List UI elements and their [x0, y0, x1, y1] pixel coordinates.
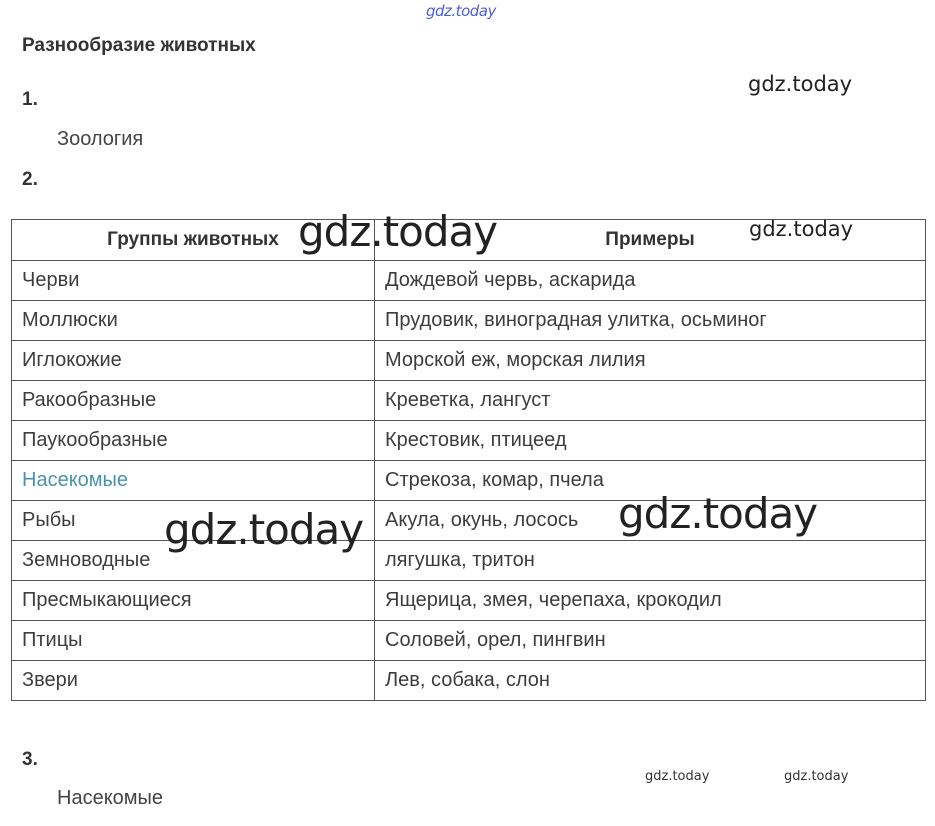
- question-2-number: 2.: [22, 169, 38, 190]
- examples-cell: Ящерица, змея, черепаха, крокодил: [375, 581, 926, 621]
- header-groups: Группы животных: [12, 220, 375, 261]
- header-examples: Примеры: [375, 220, 926, 261]
- animal-group-cell: Птицы: [12, 621, 375, 661]
- examples-cell: Стрекоза, комар, пчела: [375, 461, 926, 501]
- animal-group-cell: Моллюски: [12, 301, 375, 341]
- examples-cell: Креветка, лангуст: [375, 381, 926, 421]
- animal-groups-table: [11, 219, 926, 701]
- table-row: [12, 661, 926, 701]
- question-1-answer: Зоология: [57, 128, 144, 150]
- table-row: [12, 381, 926, 421]
- examples-cell: лягушка, тритон: [375, 541, 926, 581]
- examples-cell: Соловей, орел, пингвин: [375, 621, 926, 661]
- examples-cell: Дождевой червь, аскарида: [375, 261, 926, 301]
- animal-group-cell: Паукообразные: [12, 421, 375, 461]
- table-row: [12, 541, 926, 581]
- table-row: [12, 421, 926, 461]
- page-title: Разнообразие животных: [22, 35, 256, 56]
- question-3-number: 3.: [22, 749, 38, 770]
- watermark-bottom-1: gdz.today: [645, 769, 710, 784]
- question-3-answer: Насекомые: [57, 787, 164, 809]
- watermark-mid-right: gdz.today: [618, 489, 818, 538]
- table-row: [12, 261, 926, 301]
- animal-group-cell: Ракообразные: [12, 381, 375, 421]
- animal-group-cell: Пресмыкающиеся: [12, 581, 375, 621]
- animal-group-cell: Земноводные: [12, 541, 375, 581]
- table-row: [12, 301, 926, 341]
- table-row: [12, 341, 926, 381]
- watermark-bottom-2: gdz.today: [784, 769, 849, 784]
- table-row: [12, 581, 926, 621]
- watermark-header-right: gdz.today: [749, 217, 854, 241]
- watermark-top: gdz.today: [426, 2, 496, 20]
- watermark-mid-left: gdz.today: [164, 505, 364, 554]
- animal-group-cell: Черви: [12, 261, 375, 301]
- watermark-header-center: gdz.today: [298, 207, 498, 256]
- question-1-number: 1.: [22, 89, 38, 110]
- examples-cell: Морской еж, морская лилия: [375, 341, 926, 381]
- examples-cell: Прудовик, виноградная улитка, осьминог: [375, 301, 926, 341]
- animal-group-cell: Насекомые: [12, 461, 375, 501]
- animal-group-cell: Иглокожие: [12, 341, 375, 381]
- examples-cell: Акула, окунь, лосось: [375, 501, 926, 541]
- examples-cell: Крестовик, птицеед: [375, 421, 926, 461]
- watermark-right-1: gdz.today: [748, 72, 853, 96]
- animal-group-cell: Рыбы: [12, 501, 375, 541]
- animal-group-cell: Звери: [12, 661, 375, 701]
- examples-cell: Лев, собака, слон: [375, 661, 926, 701]
- table-row: [12, 621, 926, 661]
